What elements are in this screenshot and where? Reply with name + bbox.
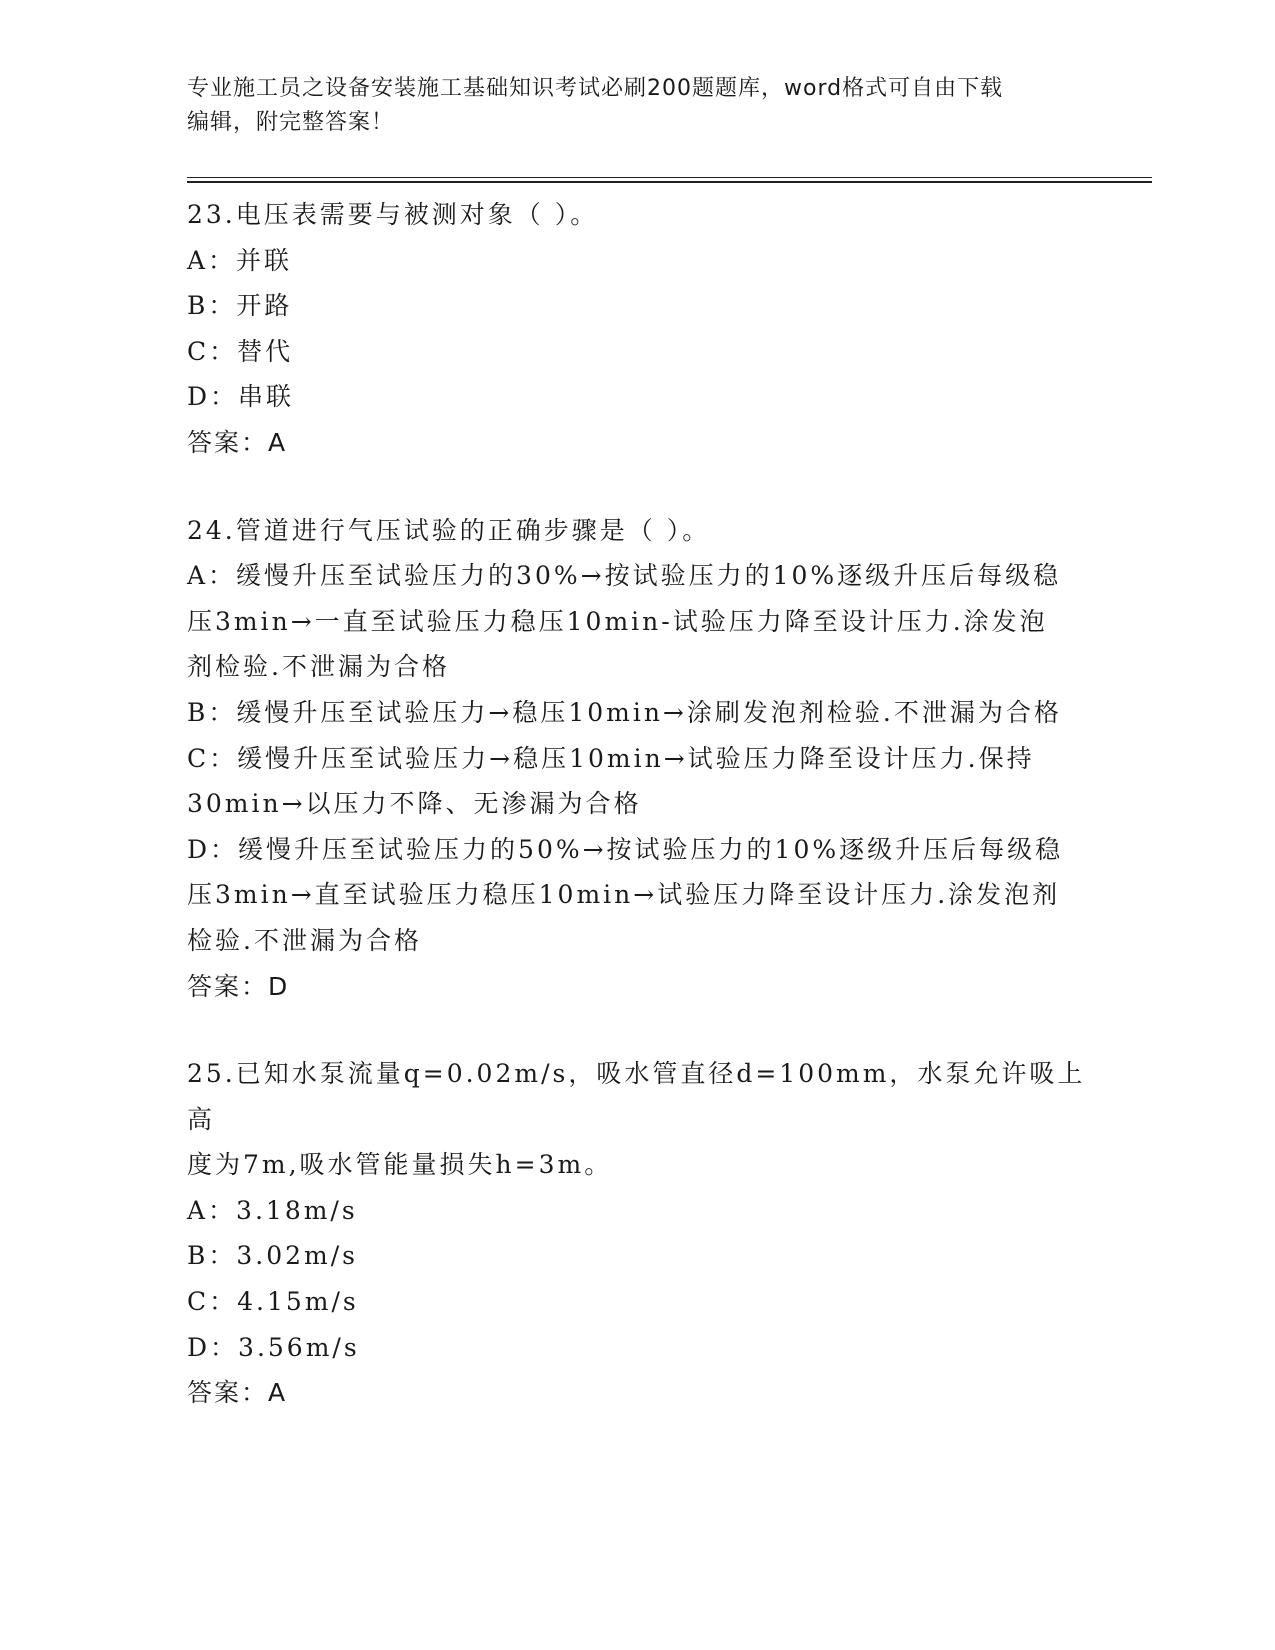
option-d — [187, 1325, 1087, 1371]
option-b — [187, 283, 1087, 329]
header-line-2: 编辑，附完整答案！ — [187, 110, 395, 135]
answer-label: 答案：A — [187, 427, 288, 457]
question-stem — [187, 1051, 1087, 1188]
option-line: D：缓慢升压至试验压力的50%→按试验压力的10%逐级升压后每级稳 — [187, 834, 1064, 864]
option-line: A：缓慢升压至试验压力的30%→按试验压力的10%逐级升压后每级稳 — [187, 561, 1062, 591]
question-3 — [187, 1051, 1087, 1416]
question-stem — [187, 192, 1087, 238]
option-b — [187, 690, 1087, 736]
question-1 — [187, 192, 1087, 466]
option-c — [187, 1279, 1087, 1325]
option-a — [187, 553, 1087, 690]
question-stem-line: 23.电压表需要与被测对象（ ）。 — [187, 200, 599, 229]
option-line: D：串联 — [187, 382, 295, 412]
option-line: C：替代 — [187, 336, 294, 366]
option-line: B：开路 — [187, 291, 293, 321]
question-stem-line: 24.管道进行气压试验的正确步骤是（ ）。 — [187, 515, 711, 545]
question-stem-line: 度为7m,吸水管能量损失h=3m。 — [187, 1150, 613, 1180]
question-list — [187, 192, 1087, 1458]
option-a — [187, 238, 1087, 284]
answer-label: 答案：D — [187, 971, 290, 1001]
question-stem-line: 25.已知水泵流量q=0.02m/s，吸水管直径d=100mm，水泵允许吸上高 — [187, 1059, 1086, 1134]
option-line: A：3.18m/s — [187, 1195, 358, 1225]
option-d — [187, 827, 1087, 964]
question-stem — [187, 508, 1087, 554]
option-c — [187, 329, 1087, 375]
option-line: A：并联 — [187, 245, 293, 275]
answer-label: 答案：A — [187, 1378, 288, 1408]
header-line-1: 专业施工员之设备安装施工基础知识考试必刷200题题库，word格式可自由下载 — [187, 76, 1004, 101]
option-c — [187, 736, 1087, 827]
option-line: 检验.不泄漏为合格 — [187, 925, 422, 955]
option-line: 剂检验.不泄漏为合格 — [187, 652, 450, 682]
option-line: 30min→以压力不降、无渗漏为合格 — [187, 789, 642, 819]
option-line: C：缓慢升压至试验压力→稳压10min→试验压力降至设计压力.保持 — [187, 743, 1035, 773]
question-2 — [187, 508, 1087, 1010]
header-divider-thin — [187, 177, 1152, 178]
option-d — [187, 374, 1087, 420]
option-line: 压3min→一直至试验压力稳压10min-试验压力降至设计压力.涂发泡 — [187, 606, 1048, 636]
option-line: B：缓慢升压至试验压力→稳压10min→涂刷发泡剂检验.不泄漏为合格 — [187, 697, 1062, 727]
option-line: D：3.56m/s — [187, 1332, 360, 1362]
header-divider-thick — [187, 181, 1152, 183]
option-line: 压3min→直至试验压力稳压10min→试验压力降至设计压力.涂发泡剂 — [187, 880, 1061, 910]
option-line: C：4.15m/s — [187, 1287, 359, 1317]
option-line: B：3.02m/s — [187, 1241, 358, 1271]
document-header — [187, 72, 1067, 140]
option-b — [187, 1233, 1087, 1279]
option-a — [187, 1188, 1087, 1234]
